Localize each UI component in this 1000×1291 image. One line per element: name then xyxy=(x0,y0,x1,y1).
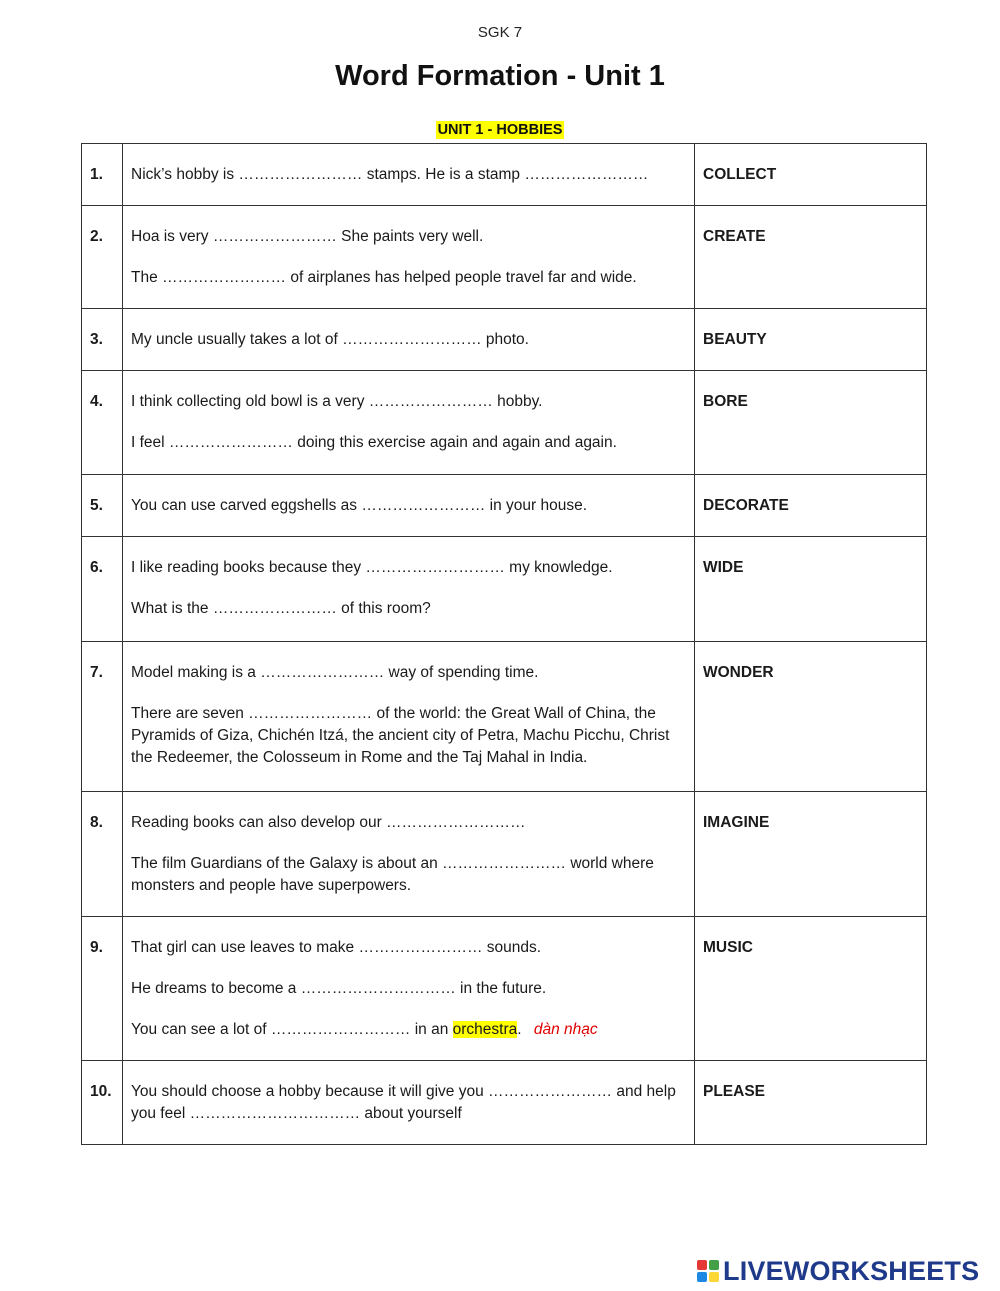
question-number: 6. xyxy=(82,537,123,642)
question-text xyxy=(123,917,695,1061)
table-row xyxy=(82,475,927,537)
question-text xyxy=(123,144,695,206)
question-number: 9. xyxy=(82,917,123,1061)
translation-note: dàn nhạc xyxy=(533,1021,598,1038)
question-line xyxy=(131,1019,686,1041)
logo-block xyxy=(709,1272,719,1282)
question-text xyxy=(123,309,695,371)
question-text xyxy=(123,371,695,475)
question-line: That girl can use leaves to make …………………… sounds. xyxy=(131,939,542,956)
root-word: WONDER xyxy=(695,642,927,792)
question-number: 4. xyxy=(82,371,123,475)
question-line: You can use carved eggshells as …………………… in your house. xyxy=(131,497,588,514)
table-row xyxy=(82,371,927,475)
period: . xyxy=(517,1021,522,1038)
question-number: 7. xyxy=(82,642,123,792)
question-number: 5. xyxy=(82,475,123,537)
question-text xyxy=(123,1061,695,1145)
table-row xyxy=(82,206,927,309)
question-line: The film Guardians of the Galaxy is about an …………………… world where monsters and people have superpowers. xyxy=(131,855,654,894)
question-line: There are seven …………………… of the world: the Great Wall of China, the Pyramids of Giza, Chichén Itzá, the ancient city of Petra, Machu Picchu, Christ the Redeemer, the Colosseum in Rome and the Taj Mahal in India. xyxy=(131,705,670,766)
liveworksheets-logo xyxy=(697,1255,979,1287)
logo-block xyxy=(709,1260,719,1270)
question-line: He dreams to become a ………………………… in the future. xyxy=(131,980,547,997)
question-number: 10. xyxy=(82,1061,123,1145)
page-title: Word Formation - Unit 1 xyxy=(335,60,665,92)
question-number: 2. xyxy=(82,206,123,309)
course-label: SGK 7 xyxy=(477,24,523,41)
root-word: BORE xyxy=(695,371,927,475)
table-row xyxy=(82,144,927,206)
table-row xyxy=(82,642,927,792)
question-line: I feel …………………… doing this exercise again and again and again. xyxy=(131,434,617,451)
root-word: CREATE xyxy=(695,206,927,309)
root-word: DECORATE xyxy=(695,475,927,537)
question-line: The …………………… of airplanes has helped people travel far and wide. xyxy=(131,269,637,286)
table-row xyxy=(82,792,927,917)
logo-text: LIVEWORKSHEETS xyxy=(723,1255,980,1286)
subtitle-wrap xyxy=(0,121,1000,139)
logo-blocks-icon xyxy=(697,1260,719,1282)
unit-subtitle: UNIT 1 - HOBBIES xyxy=(437,122,563,138)
question-text xyxy=(123,792,695,917)
question-number: 1. xyxy=(82,144,123,206)
question-line: Hoa is very …………………… She paints very well. xyxy=(131,228,484,245)
question-number: 8. xyxy=(82,792,123,917)
question-line: You should choose a hobby because it will give you …………………… and help you feel …………………………… about yourself xyxy=(131,1083,676,1122)
question-line: I like reading books because they ……………………… my knowledge. xyxy=(131,559,613,576)
table-row xyxy=(82,917,927,1061)
root-word: COLLECT xyxy=(695,144,927,206)
root-word: MUSIC xyxy=(695,917,927,1061)
question-number: 3. xyxy=(82,309,123,371)
question-line: Nick’s hobby is …………………… stamps. He is a stamp …………………… xyxy=(131,166,649,183)
question-line: I think collecting old bowl is a very …………………… hobby. xyxy=(131,393,543,410)
question-text xyxy=(123,537,695,642)
question-text xyxy=(123,642,695,792)
question-line: Model making is a …………………… way of spending time. xyxy=(131,664,539,681)
table-row xyxy=(82,537,927,642)
table-row xyxy=(82,1061,927,1145)
question-line: Reading books can also develop our ……………………… xyxy=(131,814,526,831)
root-word: BEAUTY xyxy=(695,309,927,371)
root-word: PLEASE xyxy=(695,1061,927,1145)
highlighted-word: orchestra xyxy=(452,1021,518,1038)
question-text xyxy=(123,475,695,537)
root-word: WIDE xyxy=(695,537,927,642)
question-line: My uncle usually takes a lot of ……………………… photo. xyxy=(131,331,529,348)
question-line-text: You can see a lot of ……………………… in an xyxy=(131,1021,449,1038)
root-word: IMAGINE xyxy=(695,792,927,917)
exercise-table xyxy=(81,143,927,1145)
question-text xyxy=(123,206,695,309)
logo-block xyxy=(697,1272,707,1282)
logo-block xyxy=(697,1260,707,1270)
question-line: What is the …………………… of this room? xyxy=(131,600,431,617)
table-row xyxy=(82,309,927,371)
